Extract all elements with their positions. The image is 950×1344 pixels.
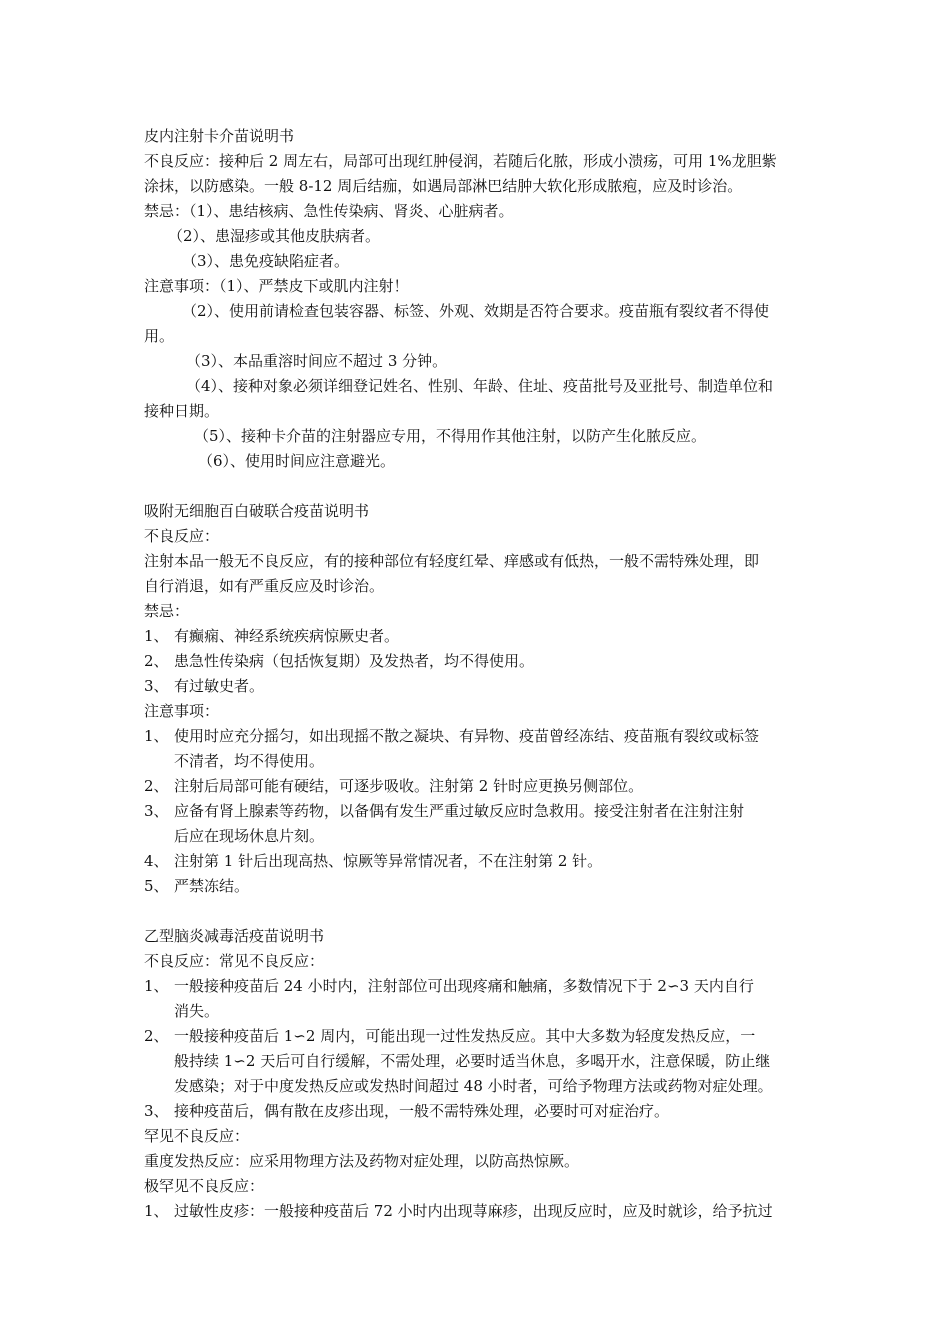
list-number: 1、	[144, 727, 169, 745]
bcg-note-2a: （2）、使用前请检查包装容器、标签、外观、效期是否符合要求。疫苗瓶有裂纹者不得使	[182, 302, 770, 320]
bcg-contra-1: 禁忌：（1）、患结核病、急性传染病、肾炎、心脏病者。	[144, 202, 514, 220]
list-text: 接种疫苗后，偶有散在皮疹出现，一般不需特殊处理，必要时可对症治疗。	[174, 1102, 670, 1120]
list-item	[144, 1027, 755, 1045]
list-text: 一般接种疫苗后 1∽2 周内，可能出现一过性发热反应。其中大多数为轻度发热反应，一	[174, 1027, 756, 1045]
list-text-continued: 后应在现场休息片刻。	[174, 827, 325, 845]
list-text-continued: 消失。	[174, 1002, 220, 1020]
list-item	[144, 1102, 669, 1120]
bcg-contra-3: （3）、患免疫缺陷症者。	[182, 252, 350, 270]
section-title-je: 乙型脑炎减毒活疫苗说明书	[144, 927, 325, 945]
bcg-note-3: （3）、本品重溶时间应不超过 3 分钟。	[186, 352, 448, 370]
list-text-continued: 般持续 1∽2 天后可自行缓解，不需处理，必要时适当休息，多喝开水，注意保暖，防止继	[174, 1052, 771, 1070]
list-number: 2、	[144, 1027, 169, 1045]
list-item	[144, 877, 249, 895]
dtap-contra-heading: 禁忌：	[144, 602, 190, 620]
list-text: 患急性传染病（包括恢复期）及发热者，均不得使用。	[174, 652, 535, 670]
dtap-adverse-line-1: 注射本品一般无不良反应，有的接种部位有轻度红晕、痒感或有低热，一般不需特殊处理，即	[144, 552, 760, 570]
je-very-rare-heading: 极罕见不良反应：	[144, 1177, 265, 1195]
list-text: 注射后局部可能有硬结，可逐步吸收。注射第 2 针时应更换另侧部位。	[174, 777, 644, 795]
bcg-note-6: （6）、使用时间应注意避光。	[198, 452, 396, 470]
je-rare-heading: 罕见不良反应：	[144, 1127, 250, 1145]
list-text: 一般接种疫苗后 24 小时内，注射部位可出现疼痛和触痛，多数情况下于 2∽3 天内自行	[174, 977, 754, 995]
dtap-notes-heading: 注意事项：	[144, 702, 220, 720]
je-rare-line-1: 重度发热反应：应采用物理方法及药物对症处理，以防高热惊厥。	[144, 1152, 580, 1170]
dtap-adverse-heading: 不良反应：	[144, 527, 220, 545]
je-adverse-heading: 不良反应：常见不良反应：	[144, 952, 325, 970]
list-text: 过敏性皮疹：一般接种疫苗后 72 小时内出现荨麻疹，出现反应时，应及时就诊，给予抗过	[174, 1202, 773, 1220]
list-text-continued: 发感染；对于中度发热反应或发热时间超过 48 小时者，可给予物理方法或药物对症处理。	[174, 1077, 773, 1095]
list-number: 3、	[144, 802, 169, 820]
bcg-note-2b: 用。	[144, 327, 175, 345]
bcg-note-4a: （4）、接种对象必须详细登记姓名、性别、年龄、住址、疫苗批号及亚批号、制造单位和	[186, 377, 774, 395]
list-text: 有癫痫、神经系统疾病惊厥史者。	[174, 627, 400, 645]
bcg-adverse-line-2: 涂抹，以防感染。一般 8-12 周后结痂，如遇局部淋巴结肿大软化形成脓疱，应及时诊治。	[144, 177, 743, 195]
list-item	[144, 802, 744, 820]
bcg-note-5: （5）、接种卡介苗的注射器应专用，不得用作其他注射，以防产生化脓反应。	[194, 427, 707, 445]
list-number: 4、	[144, 852, 169, 870]
bcg-adverse-line-1: 不良反应：接种后 2 周左右，局部可出现红肿侵润，若随后化脓，形成小溃疡，可用 1%龙胆紫	[144, 152, 777, 170]
dtap-adverse-line-2: 自行消退，如有严重反应及时诊治。	[144, 577, 385, 595]
list-number: 3、	[144, 677, 169, 695]
bcg-contra-2: （2）、患湿疹或其他皮肤病者。	[168, 227, 381, 245]
list-number: 1、	[144, 627, 169, 645]
bcg-note-4b: 接种日期。	[144, 402, 220, 420]
list-item	[144, 977, 754, 995]
list-item	[144, 652, 534, 670]
list-item	[144, 777, 643, 795]
list-number: 2、	[144, 652, 169, 670]
list-text-continued: 不清者，均不得使用。	[174, 752, 325, 770]
bcg-note-1: 注意事项：（1）、严禁皮下或肌内注射！	[144, 277, 409, 295]
list-number: 1、	[144, 1202, 169, 1220]
list-item	[144, 1202, 773, 1220]
list-text: 严禁冻结。	[174, 877, 250, 895]
list-text: 使用时应充分摇匀，如出现摇不散之凝块、有异物、疫苗曾经冻结、疫苗瓶有裂纹或标签	[174, 727, 760, 745]
list-item	[144, 677, 264, 695]
list-number: 5、	[144, 877, 169, 895]
list-text: 应备有肾上腺素等药物，以备偶有发生严重过敏反应时急救用。接受注射者在注射注射	[174, 802, 745, 820]
list-text: 注射第 1 针后出现高热、惊厥等异常情况者，不在注射第 2 针。	[174, 852, 603, 870]
section-title-dtap: 吸附无细胞百白破联合疫苗说明书	[144, 502, 370, 520]
list-number: 3、	[144, 1102, 169, 1120]
list-text: 有过敏史者。	[174, 677, 265, 695]
list-item	[144, 627, 399, 645]
section-title-bcg: 皮内注射卡介苗说明书	[144, 127, 295, 145]
list-number: 1、	[144, 977, 169, 995]
list-number: 2、	[144, 777, 169, 795]
list-item	[144, 727, 759, 745]
list-item	[144, 852, 602, 870]
